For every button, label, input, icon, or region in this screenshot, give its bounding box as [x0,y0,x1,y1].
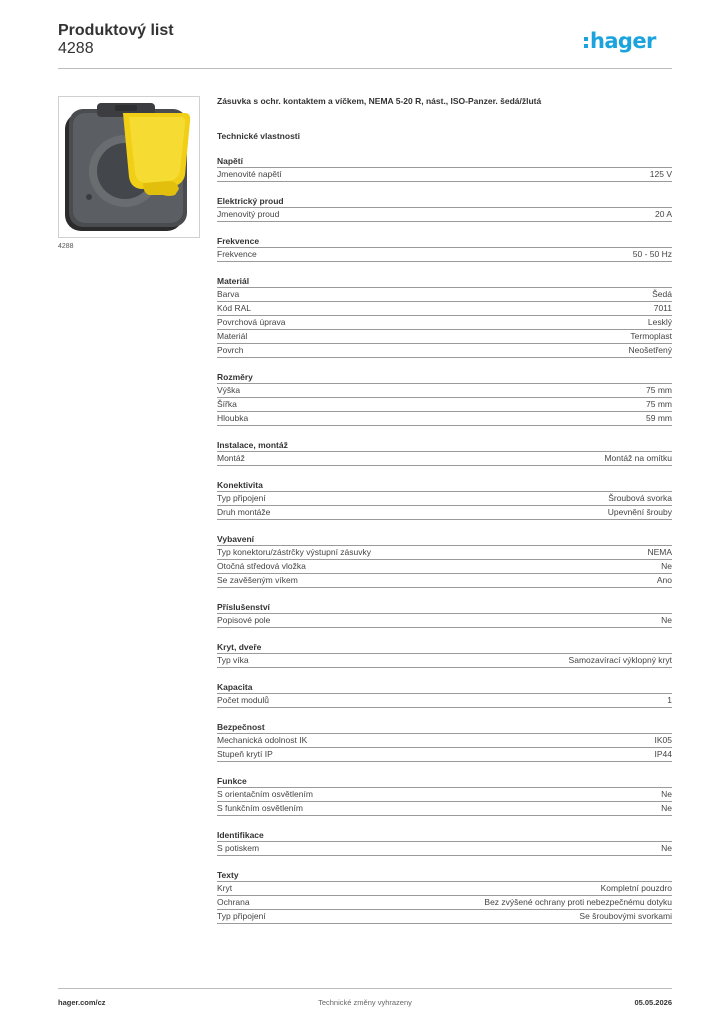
property-value: Ne [661,615,672,625]
product-details [217,95,672,924]
property-section [217,155,672,182]
property-value: Samozavírací výklopný kryt [568,655,672,665]
section-title: Vybavení [217,534,255,544]
property-value: Šedá [652,289,672,299]
property-label: Se zavěšeným víkem [217,575,298,585]
property-row [217,693,672,707]
property-label: Výška [217,385,241,395]
property-label: Mechanická odolnost IK [217,735,308,745]
property-row [217,747,672,761]
property-value: 59 mm [646,413,672,423]
section-title: Texty [217,870,239,880]
property-label: Jmenovité napětí [217,169,282,179]
footer-website-link[interactable]: hager.com/cz [58,998,106,1007]
property-row [217,207,672,221]
property-value: 75 mm [646,385,672,395]
property-label: Kryt [217,883,233,893]
property-row [217,559,672,573]
property-row [217,613,672,627]
section-title: Příslušenství [217,602,270,612]
property-value: 75 mm [646,399,672,409]
property-section [217,533,672,588]
property-row [217,909,672,923]
product-image [58,96,200,238]
property-section [217,439,672,466]
property-value: Šroubová svorka [608,493,672,503]
property-value: Montáž na omítku [604,453,672,463]
property-row [217,383,672,397]
property-row [217,287,672,301]
property-section [217,681,672,708]
property-row [217,397,672,411]
section-title: Konektivita [217,480,263,490]
section-bottom-rule [217,587,672,588]
property-value: Lesklý [647,317,672,327]
property-label: Počet modulů [217,695,269,705]
property-row [217,545,672,559]
product-description: Zásuvka s ochr. kontaktem a víčkem, NEMA 5-20 R, nást., ISO-Panzer. šedá/žlutá [217,96,542,106]
hager-logo [582,28,672,54]
property-label: Hloubka [217,413,249,423]
section-bottom-rule [217,627,672,628]
property-label: Popisové pole [217,615,271,625]
property-row [217,491,672,505]
section-title: Bezpečnost [217,722,265,732]
property-label: S potiskem [217,843,260,853]
product-number: 4288 [58,40,94,57]
property-section [217,869,672,924]
property-label: Kód RAL [217,303,252,313]
property-label: Povrchová úprava [217,317,286,327]
property-label: Barva [217,289,240,299]
property-row [217,787,672,801]
property-row [217,343,672,357]
property-section [217,601,672,628]
page-title: Produktový list [58,22,174,39]
section-title: Kapacita [217,682,253,692]
footer-date: 05.05.2026 [634,998,672,1007]
property-label: Ochrana [217,897,250,907]
section-title: Elektrický proud [217,196,284,206]
section-title: Identifikace [217,830,264,840]
property-value: 50 - 50 Hz [632,249,672,259]
property-value: Ne [661,843,672,853]
property-section [217,775,672,816]
property-label: Montáž [217,453,245,463]
section-bottom-rule [217,855,672,856]
section-bottom-rule [217,221,672,222]
property-label: S orientačním osvětlením [217,789,313,799]
property-row [217,733,672,747]
property-row [217,841,672,855]
property-label: Druh montáže [217,507,271,517]
property-value: Kompletní pouzdro [600,883,672,893]
property-value: Ano [656,575,672,585]
property-value: IK05 [654,735,672,745]
property-row [217,411,672,425]
page-header [58,22,672,68]
property-label: Šířka [217,399,237,409]
property-label: Typ připojení [217,493,266,503]
footer-notice: Technické změny vyhrazeny [318,998,412,1007]
property-section [217,479,672,520]
property-section [217,195,672,222]
socket-product-photo-icon [59,97,199,237]
property-row [217,167,672,181]
property-label: Povrch [217,345,244,355]
section-bottom-rule [217,465,672,466]
section-title: Materiál [217,276,250,286]
properties-list [217,155,672,924]
section-bottom-rule [217,357,672,358]
section-bottom-rule [217,761,672,762]
property-section [217,721,672,762]
section-bottom-rule [217,707,672,708]
property-value: NEMA [647,547,672,557]
property-row [217,301,672,315]
property-value: Ne [661,789,672,799]
image-caption: 4288 [58,243,74,250]
property-row [217,881,672,895]
property-row [217,451,672,465]
property-row [217,247,672,261]
property-label: Typ víka [217,655,249,665]
section-bottom-rule [217,923,672,924]
section-bottom-rule [217,815,672,816]
section-title: Funkce [217,776,247,786]
property-label: Typ konektoru/zástrčky výstupní zásuvky [217,547,372,557]
property-value: Ne [661,561,672,571]
property-section [217,371,672,426]
section-bottom-rule [217,261,672,262]
section-title: Rozměry [217,372,253,382]
property-row [217,505,672,519]
property-value: 125 V [649,169,672,179]
section-title: Kryt, dveře [217,642,262,652]
property-value: Se šroubovými svorkami [579,911,672,921]
header-divider [58,68,672,69]
property-label: Jmenovitý proud [217,209,280,219]
property-value: IP44 [654,749,672,759]
property-value: 7011 [653,303,672,313]
property-row [217,801,672,815]
property-value: 1 [667,695,672,705]
property-label: Stupeň krytí IP [217,749,273,759]
property-value: Bez zvýšené ochrany proti nebezpečnému dotyku [484,897,672,907]
property-row [217,329,672,343]
property-value: 20 A [654,209,672,219]
section-bottom-rule [217,667,672,668]
section-bottom-rule [217,181,672,182]
property-label: Otočná středová vložka [217,561,306,571]
property-section [217,641,672,668]
property-label: S funkčním osvětlením [217,803,303,813]
property-value: Upevnění šrouby [607,507,672,517]
property-label: Frekvence [217,249,257,259]
property-row [217,653,672,667]
property-label: Typ připojení [217,911,266,921]
property-value: Ne [661,803,672,813]
property-section [217,829,672,856]
page-footer [58,998,672,1010]
property-row [217,573,672,587]
property-value: Termoplast [630,331,672,341]
technical-properties-heading: Technické vlastnosti [217,131,300,141]
svg-text:hager: hager [590,29,656,53]
section-title: Frekvence [217,236,260,246]
property-row [217,895,672,909]
property-section [217,275,672,358]
property-label: Materiál [217,331,248,341]
section-bottom-rule [217,519,672,520]
section-title: Napětí [217,156,243,166]
property-section [217,235,672,262]
footer-divider [58,988,672,989]
section-title: Instalace, montáž [217,440,288,450]
section-bottom-rule [217,425,672,426]
property-value: Neošetřený [628,345,672,355]
property-row [217,315,672,329]
